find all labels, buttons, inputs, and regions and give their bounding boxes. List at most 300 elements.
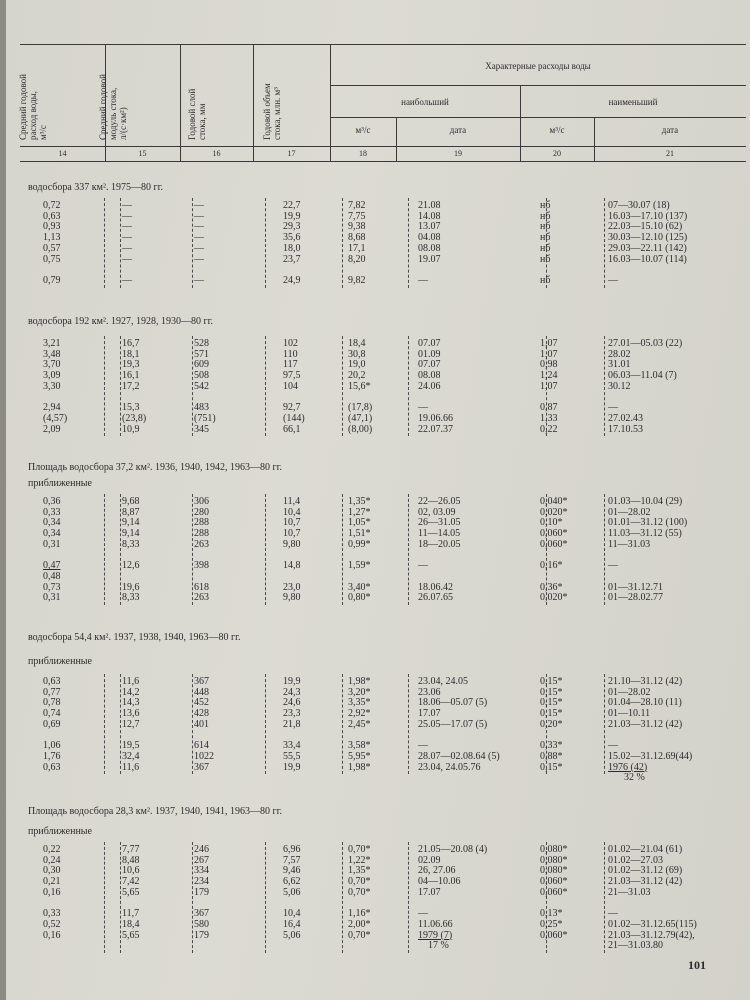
table-row bbox=[20, 381, 746, 392]
table-row bbox=[20, 539, 746, 550]
cell-max-discharge: 1,98* bbox=[348, 761, 371, 773]
table-row bbox=[20, 740, 746, 751]
cell-min-discharge: 1,24 bbox=[540, 370, 558, 382]
col-number: 14 bbox=[58, 149, 67, 158]
table-row bbox=[20, 919, 746, 930]
cell-mean-discharge: 0,77 bbox=[43, 686, 61, 698]
section-note: приближенные bbox=[28, 478, 92, 489]
cell-min-discharge: нб bbox=[540, 200, 551, 211]
cell-runoff-volume: 18,0 bbox=[283, 242, 301, 254]
cell-min-date: 15.02—31.12.69(44) bbox=[608, 750, 693, 762]
cell-runoff-layer: 179 bbox=[194, 929, 209, 941]
cell-min-date: — bbox=[608, 402, 618, 414]
cell-max-discharge: 0,99* bbox=[348, 538, 371, 550]
cell-mean-discharge: 2,09 bbox=[43, 423, 61, 435]
cell-min-discharge: 0,33* bbox=[540, 740, 563, 752]
cell-min-date: 21.03—31.12.79(42), bbox=[608, 929, 695, 941]
cell-runoff-volume: 16,4 bbox=[283, 918, 301, 930]
table-row bbox=[20, 940, 746, 951]
cell-runoff-volume: 24,6 bbox=[283, 697, 301, 709]
cell-max-discharge: 0,70* bbox=[348, 886, 371, 898]
cell-max-date: 26, 27.06 bbox=[418, 865, 456, 877]
cell-runoff-layer: 609 bbox=[194, 359, 209, 371]
cell-mean-module: 10,6 bbox=[122, 865, 140, 877]
cell-mean-discharge: 0,69 bbox=[43, 718, 61, 730]
cell-mean-module: 16,1 bbox=[122, 370, 140, 382]
cell-max-date: 26—31.05 bbox=[418, 517, 461, 529]
cell-runoff-layer: 618 bbox=[194, 581, 209, 593]
cell-mean-module: 10,9 bbox=[122, 423, 140, 435]
cell-runoff-layer: 448 bbox=[194, 686, 209, 698]
cell-max-discharge: 18,4 bbox=[348, 338, 366, 349]
cell-mean-discharge: 3,70 bbox=[43, 359, 61, 371]
cell-max-date: 21.05—20.08 (4) bbox=[418, 844, 488, 855]
cell-mean-module: 12,7 bbox=[122, 718, 140, 730]
cell-min-date: 01.04—28.10 (11) bbox=[608, 697, 682, 709]
cell-runoff-layer: 288 bbox=[194, 517, 209, 529]
cell-max-date: 08.08 bbox=[418, 370, 441, 382]
cell-mean-discharge: 0,93 bbox=[43, 221, 61, 233]
cell-runoff-volume: 23,7 bbox=[283, 253, 301, 265]
group-title: Характерные расходы воды bbox=[485, 61, 591, 71]
cell-mean-discharge: 0,63 bbox=[43, 761, 61, 773]
cell-max-date: 02.09 bbox=[418, 854, 441, 866]
cell-max-discharge: 5,95* bbox=[348, 750, 371, 762]
cell-min-discharge: 0,020* bbox=[540, 506, 568, 518]
cell-mean-discharge: 0,52 bbox=[43, 918, 61, 930]
cell-runoff-volume: 24,3 bbox=[283, 686, 301, 698]
cell-min-discharge: 0,16* bbox=[540, 560, 563, 572]
cell-max-discharge: (17,8) bbox=[348, 402, 373, 414]
cell-runoff-volume: 10,7 bbox=[283, 528, 301, 540]
cell-min-discharge: 0,020* bbox=[540, 592, 568, 604]
cell-max-date: 07.07 bbox=[418, 359, 441, 371]
cell-mean-discharge: 0,33 bbox=[43, 506, 61, 518]
table-row bbox=[20, 708, 746, 719]
cell-max-date: 1979 (7) bbox=[418, 929, 453, 941]
table-row bbox=[20, 507, 746, 518]
cell-mean-discharge: 0,63 bbox=[43, 676, 61, 687]
cell-max-discharge: 1,51* bbox=[348, 528, 371, 540]
cell-runoff-volume: 10,4 bbox=[283, 506, 301, 518]
cell-runoff-volume: 117 bbox=[283, 359, 298, 371]
cell-max-discharge: 0,70* bbox=[348, 876, 371, 888]
cell-max-date: — bbox=[418, 274, 428, 286]
table-row bbox=[20, 908, 746, 919]
cell-runoff-layer: 571 bbox=[194, 348, 209, 360]
table-row bbox=[20, 876, 746, 887]
table-row bbox=[20, 930, 746, 941]
cell-max-date: 01.09 bbox=[418, 348, 441, 360]
cell-min-date: 11.03—31.12 (55) bbox=[608, 528, 682, 540]
cell-runoff-layer: 280 bbox=[194, 506, 209, 518]
cell-min-discharge: 0,080* bbox=[540, 854, 568, 866]
cell-runoff-volume: 33,4 bbox=[283, 740, 301, 752]
cell-max-discharge: 1,05* bbox=[348, 517, 371, 529]
cell-runoff-volume: 11,4 bbox=[283, 496, 301, 507]
cell-max-date: 28.07—02.08.64 (5) bbox=[418, 750, 500, 762]
cell-mean-discharge: 0,47 bbox=[43, 560, 61, 572]
cell-max-date: 25.05—17.07 (5) bbox=[418, 718, 488, 730]
cell-min-date: 21.10—31.12 (42) bbox=[608, 676, 683, 687]
cell-runoff-layer: — bbox=[194, 274, 204, 286]
table-row bbox=[20, 200, 746, 211]
cell-min-discharge: 0,060* bbox=[540, 886, 568, 898]
table-row bbox=[20, 762, 746, 773]
cell-max-date: 17.07 bbox=[418, 886, 441, 898]
cell-max-discharge: 20,2 bbox=[348, 370, 366, 382]
table-row bbox=[20, 232, 746, 243]
cell-mean-module: 11,6 bbox=[122, 761, 140, 773]
cell-max-date: 26.07.65 bbox=[418, 592, 453, 604]
cell-mean-module: — bbox=[122, 200, 132, 211]
date-min: дата bbox=[661, 125, 679, 135]
cell-min-discharge: 0,13* bbox=[540, 908, 563, 920]
cell-runoff-volume: 22,7 bbox=[283, 200, 301, 211]
unit-min: м³/с bbox=[549, 125, 565, 135]
table-row bbox=[20, 719, 746, 730]
table-row bbox=[20, 687, 746, 698]
cell-mean-module: 7,77 bbox=[122, 844, 140, 855]
cell-mean-discharge: 0,31 bbox=[43, 592, 61, 604]
cell-runoff-volume: 19,9 bbox=[283, 210, 301, 222]
cell-max-date: 11—14.05 bbox=[418, 528, 461, 540]
cell-mean-discharge: 3,30 bbox=[43, 380, 61, 392]
cell-min-date: 21—31.03.80 bbox=[608, 940, 663, 952]
table-row bbox=[20, 264, 746, 275]
cell-max-discharge: 1,59* bbox=[348, 560, 371, 572]
section-note: приближенные bbox=[28, 656, 92, 667]
cell-max-date: — bbox=[418, 908, 428, 920]
cell-mean-module: 11,6 bbox=[122, 676, 140, 687]
cell-mean-discharge: 0,16 bbox=[43, 929, 61, 941]
section-note: приближенные bbox=[28, 826, 92, 837]
cell-runoff-volume: 10,4 bbox=[283, 908, 301, 920]
cell-min-date: 27.02.43 bbox=[608, 412, 643, 424]
table-row bbox=[20, 865, 746, 876]
cell-mean-discharge: 0,21 bbox=[43, 876, 61, 888]
cell-runoff-layer: 179 bbox=[194, 886, 209, 898]
cell-max-discharge: 8,68 bbox=[348, 232, 366, 244]
cell-mean-module: 5,65 bbox=[122, 886, 140, 898]
cell-min-discharge: нб bbox=[540, 232, 551, 244]
cell-mean-discharge: 0,73 bbox=[43, 581, 61, 593]
col-number: 18 bbox=[359, 149, 367, 158]
cell-max-discharge: 1,16* bbox=[348, 908, 371, 920]
cell-min-discharge: 0,080* bbox=[540, 865, 568, 877]
cell-max-discharge: 15,6* bbox=[348, 380, 371, 392]
section-title: Площадь водосбора 28,3 км². 1937, 1940, 1941, 1963—80 гг. bbox=[28, 806, 283, 817]
cell-runoff-layer: 398 bbox=[194, 560, 209, 572]
cell-mean-module: 8,33 bbox=[122, 592, 140, 604]
table-row bbox=[20, 571, 746, 582]
document-page bbox=[6, 0, 750, 1000]
table-row bbox=[20, 528, 746, 539]
cell-runoff-volume: 55,5 bbox=[283, 750, 301, 762]
cell-runoff-layer: 263 bbox=[194, 592, 209, 604]
cell-min-date: 30.03—12.10 (125) bbox=[608, 232, 688, 244]
cell-mean-discharge: (4,57) bbox=[43, 412, 68, 424]
cell-mean-discharge: 0,34 bbox=[43, 528, 61, 540]
cell-mean-discharge: 0,30 bbox=[43, 865, 61, 877]
cell-min-discharge: 0,25* bbox=[540, 918, 563, 930]
cell-max-date: 23.04, 24.05.76 bbox=[418, 761, 481, 773]
cell-max-discharge: 1,35* bbox=[348, 865, 371, 877]
min-title: наименьший bbox=[608, 97, 658, 107]
cell-min-discharge: 0,15* bbox=[540, 708, 563, 720]
cell-min-discharge: 0,040* bbox=[540, 496, 568, 507]
cell-mean-module: — bbox=[122, 232, 132, 244]
cell-min-discharge: нб bbox=[540, 221, 551, 233]
cell-max-date: 18.06—05.07 (5) bbox=[418, 697, 488, 709]
cell-mean-module: 19,5 bbox=[122, 740, 140, 752]
cell-min-date: 01.02—31.12 (69) bbox=[608, 865, 683, 877]
cell-mean-discharge: 1,76 bbox=[43, 750, 61, 762]
cell-runoff-layer: 542 bbox=[194, 380, 209, 392]
cell-min-date: 27.01—05.03 (22) bbox=[608, 338, 683, 349]
cell-min-discharge: 0,88* bbox=[540, 750, 563, 762]
cell-runoff-layer: 483 bbox=[194, 402, 209, 414]
cell-runoff-layer: — bbox=[194, 253, 204, 265]
cell-max-discharge: 1,98* bbox=[348, 676, 371, 687]
table-row bbox=[20, 359, 746, 370]
cell-max-discharge: 2,00* bbox=[348, 918, 371, 930]
cell-max-date: 22.07.37 bbox=[418, 423, 453, 435]
cell-max-discharge: 1,27* bbox=[348, 506, 371, 518]
cell-max-discharge: 1,35* bbox=[348, 496, 371, 507]
col-label-mean-discharge: Средний годовой расход воды, м³/с bbox=[17, 74, 48, 140]
table-header bbox=[17, 44, 746, 162]
cell-min-discharge: 0,060* bbox=[540, 538, 568, 550]
cell-min-discharge: нб bbox=[540, 274, 551, 286]
section-title: водосбора 337 км². 1975—80 гг. bbox=[28, 182, 164, 193]
table-row bbox=[20, 254, 746, 265]
cell-runoff-layer: — bbox=[194, 221, 204, 233]
cell-max-discharge: (8,00) bbox=[348, 423, 373, 435]
table-row bbox=[20, 560, 746, 571]
percent-note: 17 % bbox=[428, 940, 449, 951]
cell-max-date: 13.07 bbox=[418, 221, 441, 233]
cell-runoff-volume: 9,80 bbox=[283, 592, 301, 604]
cell-mean-discharge: 0,31 bbox=[43, 538, 61, 550]
cell-max-discharge: 8,20 bbox=[348, 253, 366, 265]
cell-mean-discharge: 2,94 bbox=[43, 402, 61, 414]
col-number: 15 bbox=[138, 149, 147, 158]
cell-min-date: 21.03—31.12 (42) bbox=[608, 876, 683, 888]
cell-mean-module: — bbox=[122, 242, 132, 254]
cell-runoff-layer: 367 bbox=[194, 676, 209, 687]
cell-runoff-layer: 528 bbox=[194, 338, 209, 349]
cell-max-discharge: 9,82 bbox=[348, 274, 366, 286]
cell-mean-discharge: 3,21 bbox=[43, 338, 61, 349]
cell-runoff-volume: 110 bbox=[283, 348, 298, 360]
cell-mean-module: 7,42 bbox=[122, 876, 140, 888]
cell-min-date: 01—28.02 bbox=[608, 686, 651, 698]
percent-note: 32 % bbox=[624, 772, 645, 783]
cell-mean-module: 8,48 bbox=[122, 854, 140, 866]
cell-mean-module: — bbox=[122, 253, 132, 265]
page-number: 101 bbox=[688, 958, 706, 972]
cell-runoff-volume: 9,80 bbox=[283, 538, 301, 550]
cell-min-discharge: нб bbox=[540, 210, 551, 222]
cell-max-date: 19.07 bbox=[418, 253, 441, 265]
cell-mean-module: 17,2 bbox=[122, 380, 140, 392]
cell-runoff-layer: 508 bbox=[194, 370, 209, 382]
cell-runoff-volume: 19,9 bbox=[283, 676, 301, 687]
cell-min-discharge: 0,15* bbox=[540, 697, 563, 709]
cell-mean-discharge: 0,63 bbox=[43, 210, 61, 222]
table-row bbox=[20, 855, 746, 866]
cell-mean-discharge: 0,57 bbox=[43, 242, 61, 254]
table-row bbox=[20, 243, 746, 254]
cell-min-date: 1976 (42) bbox=[608, 761, 648, 773]
cell-min-date: 21.03—31.12 (42) bbox=[608, 718, 683, 730]
cell-mean-discharge: 0,78 bbox=[43, 697, 61, 709]
cell-min-date: 01.01—31.12 (100) bbox=[608, 517, 688, 529]
cell-max-discharge: 3,35* bbox=[348, 697, 371, 709]
cell-runoff-volume: 7,57 bbox=[283, 854, 301, 866]
cell-mean-module: 8,33 bbox=[122, 538, 140, 550]
cell-min-discharge: 0,20* bbox=[540, 718, 563, 730]
cell-max-date: 14.08 bbox=[418, 210, 441, 222]
cell-min-date: 01—10.11 bbox=[608, 708, 651, 720]
cell-runoff-volume: 9,46 bbox=[283, 865, 301, 877]
col-number: 19 bbox=[454, 149, 462, 158]
cell-runoff-layer: 428 bbox=[194, 708, 209, 720]
cell-runoff-layer: 288 bbox=[194, 528, 209, 540]
cell-max-date: 21.08 bbox=[418, 200, 441, 211]
cell-max-date: 23.06 bbox=[418, 686, 441, 698]
cell-mean-module: 14,2 bbox=[122, 686, 140, 698]
cell-min-date: 01—28.02.77 bbox=[608, 592, 663, 604]
cell-runoff-volume: 29,3 bbox=[283, 221, 301, 233]
cell-max-date: 24.06 bbox=[418, 380, 441, 392]
max-title: наибольший bbox=[401, 97, 449, 107]
cell-mean-module: — bbox=[122, 210, 132, 222]
cell-mean-module: 16,7 bbox=[122, 338, 140, 349]
cell-max-date: 17.07 bbox=[418, 708, 441, 720]
cell-min-date: — bbox=[608, 908, 618, 920]
col-number: 16 bbox=[212, 149, 221, 158]
section-title: водосбора 192 км². 1927, 1928, 1930—80 гг. bbox=[28, 316, 214, 327]
cell-runoff-volume: 19,9 bbox=[283, 761, 301, 773]
cell-min-discharge: 0,060* bbox=[540, 528, 568, 540]
cell-runoff-layer: 263 bbox=[194, 538, 209, 550]
cell-runoff-volume: 66,1 bbox=[283, 423, 301, 435]
table-row bbox=[20, 517, 746, 528]
cell-mean-module: (23,8) bbox=[122, 412, 147, 424]
cell-max-date: 07.07 bbox=[418, 338, 441, 349]
cell-runoff-layer: 614 bbox=[194, 740, 209, 752]
cell-runoff-layer: (751) bbox=[194, 412, 216, 424]
cell-max-date: — bbox=[418, 402, 428, 414]
cell-runoff-volume: 10,7 bbox=[283, 517, 301, 529]
cell-mean-module: 5,65 bbox=[122, 929, 140, 941]
table-row bbox=[20, 413, 746, 424]
cell-max-date: 18—20.05 bbox=[418, 538, 461, 550]
table-row bbox=[20, 275, 746, 286]
cell-min-date: 28.02 bbox=[608, 348, 631, 360]
cell-min-discharge: 0,060* bbox=[540, 876, 568, 888]
cell-runoff-volume: 102 bbox=[283, 338, 298, 349]
cell-min-date: — bbox=[608, 274, 618, 286]
cell-min-date: 01.03—10.04 (29) bbox=[608, 496, 683, 507]
cell-min-date: 01.02—21.04 (61) bbox=[608, 844, 683, 855]
cell-runoff-volume: 97,5 bbox=[283, 370, 301, 382]
cell-min-date: 30.12 bbox=[608, 380, 631, 392]
col-number: 17 bbox=[287, 149, 296, 158]
cell-mean-module: 11,7 bbox=[122, 908, 140, 920]
cell-mean-module: 8,87 bbox=[122, 506, 140, 518]
cell-min-discharge: 1,07 bbox=[540, 380, 558, 392]
cell-min-discharge: 1,07 bbox=[540, 348, 558, 360]
cell-min-date: 11—31.03 bbox=[608, 538, 651, 550]
cell-mean-discharge: 0,24 bbox=[43, 854, 61, 866]
table-row bbox=[20, 349, 746, 360]
table-row bbox=[20, 424, 746, 435]
col-label-mean-module: Средний годовой модуль стока, л/(с·км²) bbox=[97, 74, 128, 140]
cell-max-date: — bbox=[418, 740, 428, 752]
table-row bbox=[20, 221, 746, 232]
cell-min-discharge: 0,15* bbox=[540, 761, 563, 773]
col-number: 20 bbox=[553, 149, 561, 158]
table-row bbox=[20, 697, 746, 708]
cell-max-date: 02, 03.09 bbox=[418, 506, 456, 518]
cell-runoff-volume: 21,8 bbox=[283, 718, 301, 730]
cell-min-discharge: нб bbox=[540, 253, 551, 265]
cell-mean-discharge: 0,75 bbox=[43, 253, 61, 265]
cell-max-discharge: 0,70* bbox=[348, 844, 371, 855]
cell-min-discharge: 0,15* bbox=[540, 686, 563, 698]
cell-mean-module: 9,14 bbox=[122, 517, 140, 529]
cell-max-date: 23.04, 24.05 bbox=[418, 676, 468, 687]
cell-min-date: 31.01 bbox=[608, 359, 631, 371]
table-row bbox=[20, 211, 746, 222]
table-row bbox=[20, 898, 746, 909]
cell-mean-module: 19,3 bbox=[122, 359, 140, 371]
cell-mean-module: 13,6 bbox=[122, 708, 140, 720]
cell-mean-module: 18,4 bbox=[122, 918, 140, 930]
cell-min-date: 07—30.07 (18) bbox=[608, 200, 670, 211]
cell-max-date: — bbox=[418, 560, 428, 572]
cell-max-discharge: 3,58* bbox=[348, 740, 371, 752]
cell-mean-discharge: 0,16 bbox=[43, 886, 61, 898]
cell-max-date: 04.08 bbox=[418, 232, 441, 244]
cell-min-discharge: 0,080* bbox=[540, 844, 568, 855]
table-row bbox=[20, 844, 746, 855]
cell-mean-discharge: 0,48 bbox=[43, 570, 61, 582]
cell-min-discharge: 1,07 bbox=[540, 338, 558, 349]
cell-runoff-layer: 580 bbox=[194, 918, 209, 930]
cell-runoff-volume: 6,96 bbox=[283, 844, 301, 855]
cell-mean-discharge: 1,13 bbox=[43, 232, 61, 244]
cell-max-date: 22—26.05 bbox=[418, 496, 461, 507]
table-row bbox=[20, 592, 746, 603]
cell-mean-module: 15,3 bbox=[122, 402, 140, 414]
cell-min-date: 17.10.53 bbox=[608, 423, 643, 435]
cell-max-discharge: 3,40* bbox=[348, 581, 371, 593]
cell-mean-discharge: 3,48 bbox=[43, 348, 61, 360]
cell-mean-discharge: 0,79 bbox=[43, 274, 61, 286]
cell-min-date: 01—31.12.71 bbox=[608, 581, 663, 593]
cell-runoff-layer: 345 bbox=[194, 423, 209, 435]
cell-mean-discharge: 3,09 bbox=[43, 370, 61, 382]
cell-max-discharge: 19,0 bbox=[348, 359, 366, 371]
cell-max-discharge: 0,70* bbox=[348, 929, 371, 941]
cell-mean-discharge: 0,36 bbox=[43, 496, 61, 507]
cell-min-date: 01—28.02 bbox=[608, 506, 651, 518]
cell-runoff-volume: 23,3 bbox=[283, 708, 301, 720]
